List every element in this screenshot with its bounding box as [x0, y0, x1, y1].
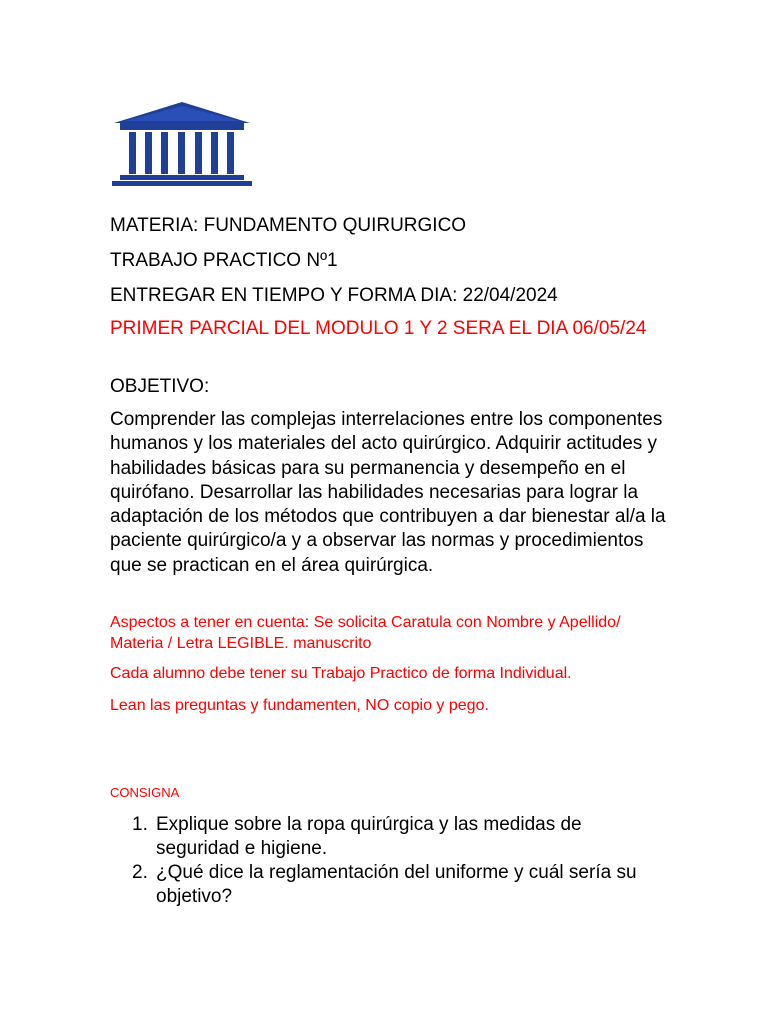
logo-column: [195, 132, 202, 174]
question-number: 1.: [132, 814, 148, 835]
logo-base-step: [112, 181, 252, 186]
question-item: [110, 813, 670, 861]
exam-date-notice: PRIMER PARCIAL DEL MODULO 1 Y 2 SERA EL DIA 06/05/24: [110, 318, 647, 339]
logo-base: [120, 175, 244, 180]
logo-column: [178, 132, 185, 174]
logo-column: [129, 132, 136, 174]
logo-column: [211, 132, 218, 174]
logo-column: [227, 132, 234, 174]
note-requirements: Aspectos a tener en cuenta: Se solicita Caratula con Nombre y Apellido/ Materia / Letra LEGIBLE. manuscrito: [110, 614, 621, 652]
consigna-heading: CONSIGNA: [110, 785, 180, 800]
note-no-copy-paste: Lean las preguntas y fundamenten, NO copio y pego.: [110, 697, 489, 714]
objective-paragraph: Comprender las complejas interrelaciones entre los componentes humanos y los materiales del acto quirúrgico. Adquirir actitudes y habilidades básicas para su permanencia y desempeño en el quirófano. Desarrollar las habilidades necesarias para lograr la adaptación de los métodos que contribuyen a dar bienestar al/a la paciente quirúrgico/a y a observar las normas y procedimientos que se practican en el área quirúrgica.: [110, 409, 666, 576]
question-list: [110, 813, 670, 909]
logo-entablature: [120, 123, 244, 130]
institution-building-icon: [111, 101, 253, 187]
question-text: Explique sobre la ropa quirúrgica y las medidas de seguridad e higiene.: [156, 814, 582, 859]
assignment-title: TRABAJO PRACTICO Nº1: [110, 250, 338, 271]
logo-column: [161, 132, 168, 174]
logo-column: [145, 132, 152, 174]
subject-line: MATERIA: FUNDAMENTO QUIRURGICO: [110, 215, 467, 236]
question-text: ¿Qué dice la reglamentación del uniforme y cuál sería su objetivo?: [156, 862, 637, 907]
note-individual-work: Cada alumno debe tener su Trabajo Practico de forma Individual.: [110, 665, 572, 682]
question-number: 2.: [132, 862, 148, 883]
objective-heading: OBJETIVO:: [110, 376, 210, 397]
due-date-line: ENTREGAR EN TIEMPO Y FORMA DIA: 22/04/2024: [110, 285, 558, 306]
logo-roof-highlight: [125, 106, 239, 121]
question-item: [110, 861, 670, 909]
